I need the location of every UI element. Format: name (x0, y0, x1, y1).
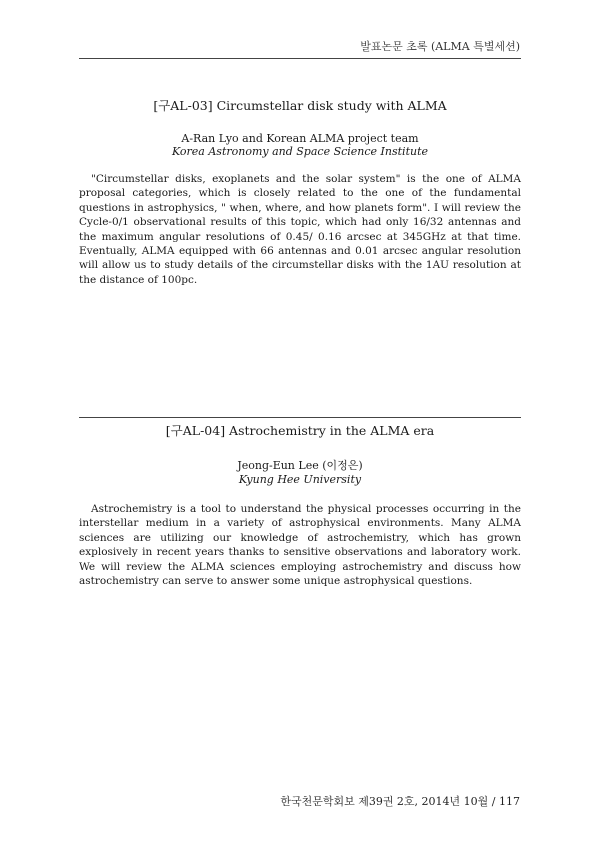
journal-footer: 한국천문학회보 제39권 2호, 2014년 10월 / 117 (280, 795, 520, 808)
abstract-section-al04 (79, 421, 521, 588)
paper-affiliation: Kyung Hee University (238, 473, 362, 486)
paper-title: [구AL-04] Astrochemistry in the ALMA era (165, 423, 435, 438)
running-header: 발표논문 초록 (ALMA 특별세션) (360, 40, 520, 53)
paper-affiliation: Korea Astronomy and Space Science Institute (171, 145, 428, 158)
paper-authors: Jeong-Eun Lee (이정은) (237, 459, 363, 472)
paper-title: [구AL-03] Circumstellar disk study with ALMA (153, 98, 447, 113)
abstract-section-al03 (79, 96, 521, 287)
paper-authors: A-Ran Lyo and Korean ALMA project team (181, 132, 419, 145)
section-divider (79, 417, 521, 418)
paper-abstract: Astrochemistry is a tool to understand the physical processes occurring in the interstellar medium in a variety of astrophysical environments. Many ALMA sciences are utilizing our knowledge of astrochemistry, which has grown explosively in recent years thanks to sensitive observations and laboratory work. We will review the ALMA sciences employing astrochemistry and discuss how astrochemistry can serve to answer some unique astrophysical questions. (79, 503, 521, 588)
header-rule (79, 58, 521, 59)
paper-abstract: "Circumstellar disks, exoplanets and the solar system" is the one of ALMA proposal categories, which is closely related to the one of the fundamental questions in astrophysics, " when, where, and how planets form". I will review the Cycle-0/1 observational results of this topic, which had only 16/32 antennas and the maximum angular resolutions of 0.45/ 0.16 arcsec at 345GHz at that time. Eventually, ALMA equipped with 66 antennas and 0.01 arcsec angular resolution will allow us to study details of the circumstellar disks with the 1AU resolution at the distance of 100pc. (79, 173, 521, 286)
